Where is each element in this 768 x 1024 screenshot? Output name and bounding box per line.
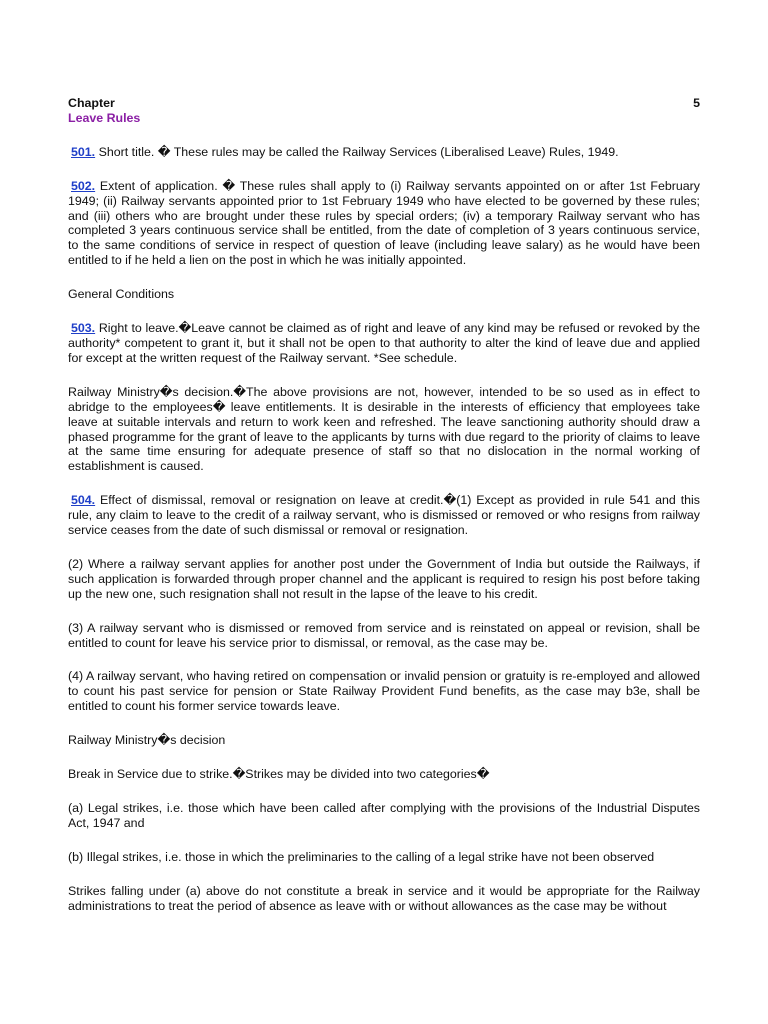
illegal-strikes-paragraph: (b) Illegal strikes, i.e. those in which the preliminaries to the calling of a legal strike have not been observed bbox=[68, 849, 655, 864]
chapter-header bbox=[68, 96, 700, 111]
rule-501-link[interactable]: 501. bbox=[71, 144, 96, 159]
rule-501-text: Short title. � These rules may be called the Railway Services (Liberalised Leave) Rules, 1949. bbox=[95, 144, 619, 159]
rule-504-clause-4: (4) A railway servant, who having retired on compensation or invalid pension or gratuity is re-employed and allowed to count his past service for pension or State Railway Provident Fund benefits, as the case may b3e, shall be entitled to count his former service towards leave. bbox=[68, 669, 700, 714]
ministry-decision-heading: Railway Ministry�s decision bbox=[68, 733, 226, 748]
rule-503-link[interactable]: 503. bbox=[71, 321, 96, 336]
document-content bbox=[68, 96, 700, 933]
rule-504-text: Effect of dismissal, removal or resignation on leave at credit.�(1) Except as provided in rule 541 and this rule, any claim to leave to the credit of a railway servant, who is dismissed or removed or who resigns from railway service ceases from the date of such dismissal or removal or resignation. bbox=[68, 493, 700, 538]
rule-502-text: Extent of application. � These rules shall apply to (i) Railway servants appointed on or after 1st February 1949; (ii) Railway servants appointed prior to 1st February 1949 who have elected to be governed by these rules; and (iii) others who are brought under these rules by special orders; (iv) a temporary Railway servant who has completed 3 years continuous service shall be entitled, from the date of completion of 3 years continuous service, to the same conditions of service in respect of question of leave (including leave salary) as he would have been entitled to if he held a lien on the post in which he was initially appointed. bbox=[68, 178, 700, 268]
chapter-label: Chapter bbox=[68, 96, 115, 110]
rule-501-paragraph bbox=[68, 145, 700, 160]
rule-504-clause-2: (2) Where a railway servant applies for another post under the Government of India but outside the Railways, if such application is forwarded through proper channel and the applicant is required to resign his post before taking up the new one, such resignation shall not result in the lapse of the leave to his credit. bbox=[68, 556, 700, 601]
ministry-decision-paragraph: Railway Ministry�s decision.�The above provisions are not, however, intended to be so used as in effect to abridge to the employees� leave entitlements. It is desirable in the interests of efficiency that employees take leave at suitable intervals and return to work keen and refreshed. The leave sanctioning authority should draw a phased programme for the grant of leave to the applicants by turns with due regard to the priority of claims to leave at the same time ensuring for adequate presence of staff so that no dislocation in the normal working of establishment is caused. bbox=[68, 384, 700, 474]
legal-strikes-paragraph: (a) Legal strikes, i.e. those which have been called after complying with the provisions of the Industrial Disputes Act, 1947 and bbox=[68, 801, 700, 830]
rule-503-text: Right to leave.�Leave cannot be claimed as of right and leave of any kind may be refused or revoked by the authority* competent to grant it, but it shall not be open to that authority to alter the kind of leave due and applied for except at the written request of the Railway servant. *See schedule. bbox=[68, 321, 700, 365]
strikes-treatment-paragraph: Strikes falling under (a) above do not constitute a break in service and it would be appropriate for the Railway administrations to treat the period of absence as leave with or without allowances as the case may be without bbox=[68, 883, 700, 913]
rule-504-link[interactable]: 504. bbox=[71, 493, 96, 508]
strike-break-paragraph: Break in Service due to strike.�Strikes may be divided into two categories� bbox=[68, 767, 490, 782]
rule-502-paragraph bbox=[68, 179, 700, 268]
chapter-title: Leave Rules bbox=[68, 110, 141, 125]
rule-502-link[interactable]: 502. bbox=[71, 178, 96, 193]
rule-504-paragraph bbox=[68, 493, 700, 538]
section-heading-general-conditions: General Conditions bbox=[68, 287, 175, 302]
rule-503-paragraph bbox=[68, 321, 700, 366]
rule-504-clause-3: (3) A railway servant who is dismissed or removed from service and is reinstated on appeal or revision, shall be entitled to count for leave his service prior to dismissal, or removal, as the case may be. bbox=[68, 620, 700, 650]
chapter-number: 5 bbox=[693, 96, 700, 110]
